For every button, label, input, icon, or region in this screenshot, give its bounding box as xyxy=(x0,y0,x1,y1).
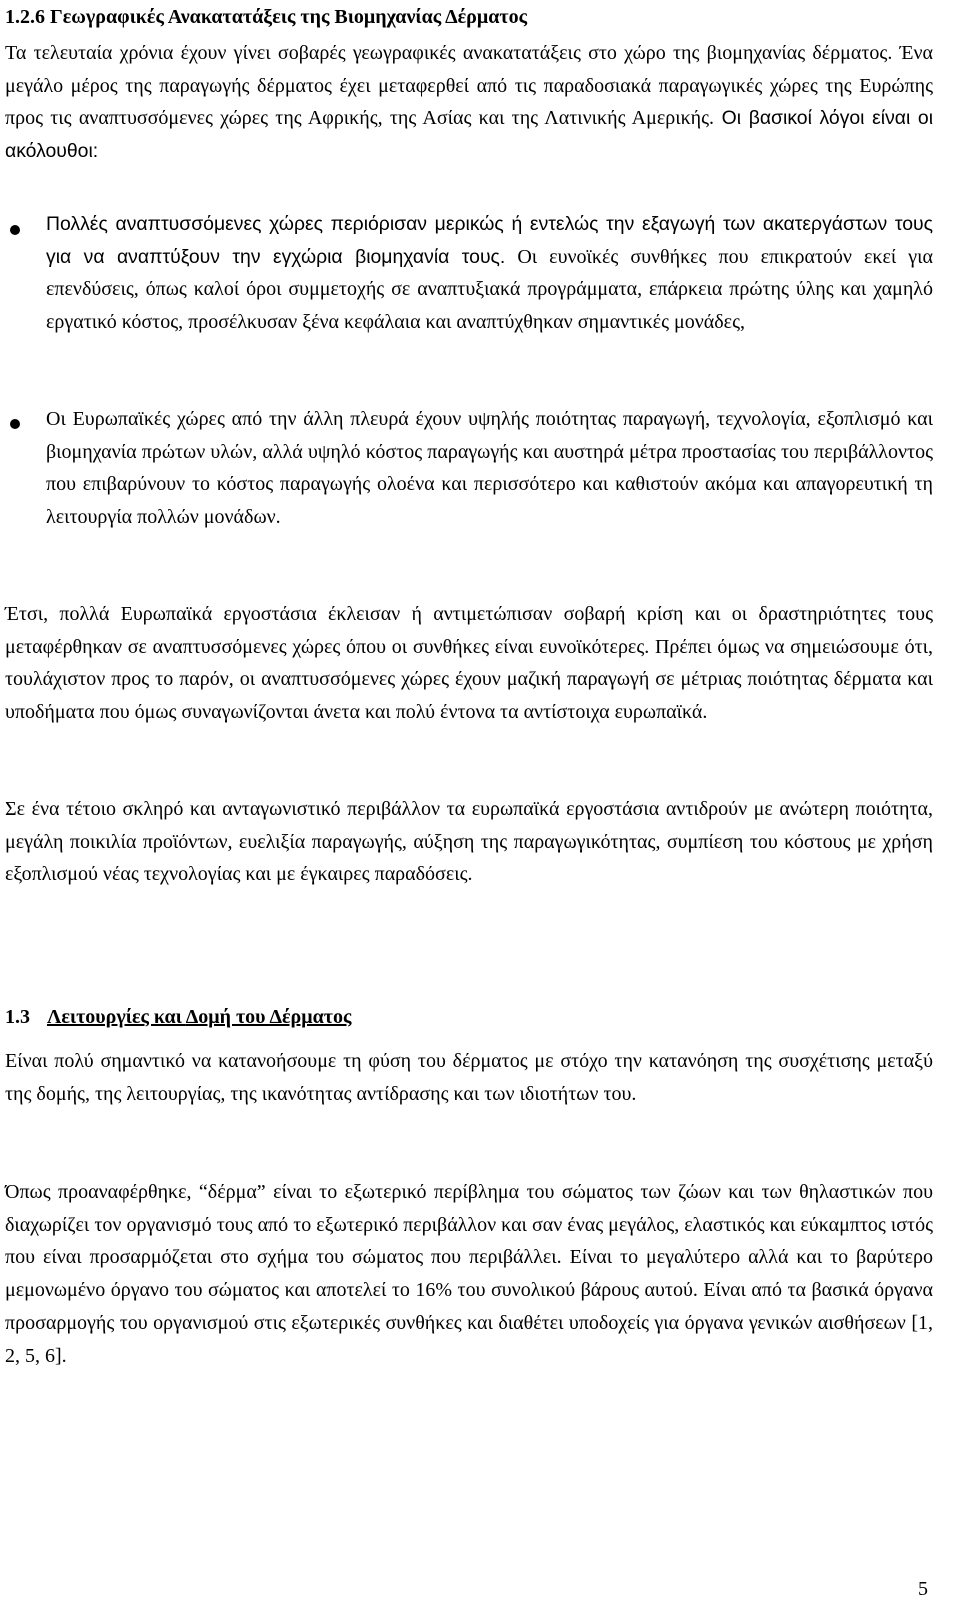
section-2-heading xyxy=(5,1002,351,1032)
paragraph-2: Έτσι, πολλά Ευρωπαϊκά εργοστάσια έκλεισαν ή αντιμετώπισαν σοβαρή κρίση και οι δραστηριότητες τους μεταφέρθηκαν σε αναπτυσσόμενες χώρες όπου οι συνθήκες είναι ευνοϊκότερες. Πρέπει όμως να σημειώσουμε ότι, τουλάχιστον προς το παρόν, οι αναπτυσσόμενες χώρες έχουν μαζική παραγωγή σε μέτριας ποιότητας δέρματα και υποδήματα που όμως συναγωνίζονται άνετα και πολύ έντονα τα αντίστοιχα ευρωπαϊκά. xyxy=(5,603,933,724)
section-2-paragraph-2: Όπως προαναφέρθηκε, “δέρμα” είναι το εξωτερικό περίβλημα του σώματος των ζώων και των θηλαστικών που διαχωρίζει τον οργανισμό τους από το εξωτερικό περιβάλλον και σαν ένας μεγάλος, ελαστικός και εύκαμπτος ιστός που είναι προσαρμόζεται στο σχήμα του σώματος που περιβάλλει. Είναι το μεγαλύτερο αλλά και το βαρύτερο μεμονωμένο όργανο του σώματος και αποτελεί το 16% του συνολικού βάρους αυτού. Είναι από τα βασικά όργανα προσαρμογής του οργανισμού στις εξωτερικές συνθήκες και διαθέτει υποδοχείς για όργανα γενικών αισθήσεων [1, 2, 5, 6]. xyxy=(5,1181,933,1367)
page-number: 5 xyxy=(918,1578,928,1600)
section-2-title-part3: Δέρματος xyxy=(269,1006,352,1028)
section-2-title-part1: Λειτουργίες και xyxy=(47,1006,186,1028)
bullet-2-text-serif: Οι Ευρωπαϊκές χώρες από την άλλη πλευρά έχουν υψηλής ποιότητας παραγωγή, τεχνολογία, εξοπλισμό και βιομηχανία πρώτων υλών, αλλά υψηλό κόστος παραγωγής και αυστηρά μέτρα προστασίας του περιβάλλοντος που επιβαρύνουν το κόστος παραγωγής ολοένα και περισσότερο και καθιστούν ακόμα και απαγορευτική τη λειτουργία πολλών μονάδων. xyxy=(46,408,933,529)
bullet-dot-icon xyxy=(10,225,20,235)
bullet-item-2 xyxy=(46,403,933,534)
bullet-1-text-serif: Οι ευνοϊκές συνθήκες που επικρατούν εκεί για επενδύσεις, όπως καλοί όροι συμμετοχής σε αναπτυξιακά προγράμματα, επάρκεια πρώτης ύλης και χαμηλό εργατικό κόστος, προσέλκυσαν ξένα κεφάλαια και αναπτύχθηκαν σημαντικές μονάδες, xyxy=(46,245,933,334)
section-2-number: 1.3 xyxy=(5,1006,30,1028)
section-2-title-part2: Δομή του xyxy=(185,1006,270,1028)
bullet-dot-icon xyxy=(10,419,20,429)
section-2-paragraph-1: Είναι πολύ σημαντικό να κατανοήσουμε τη φύση του δέρματος με στόχο την κατανόηση της συσχέτισης μεταξύ της δομής, της λειτουργίας, της ικανότητας αντίδρασης και των ιδιοτήτων του. xyxy=(5,1050,933,1105)
intro-text-sans: Οι βασικοί λόγοι είναι οι ακόλουθοι: xyxy=(5,107,934,163)
section-heading: 1.2.6 Γεωγραφικές Ανακατατάξεις της Βιομηχανίας Δέρματος xyxy=(5,6,528,28)
bullet-1-text-sans: Πολλές αναπτυσσόμενες χώρες περιόρισαν μερικώς ή εντελώς την εξαγωγή των ακατεργάστων τους για να αναπτύξουν την εγχώρια βιομηχανία τους. xyxy=(46,213,933,268)
intro-paragraph xyxy=(5,37,933,168)
paragraph-3: Σε ένα τέτοιο σκληρό και ανταγωνιστικό περιβάλλον τα ευρωπαϊκά εργοστάσια αντιδρούν με ανώτερη ποιότητα, μεγάλη ποικιλία προϊόντων, ευελιξία παραγωγής, αύξηση της παραγωγικότητας, συμπίεση του κόστους με χρήση εξοπλισμού νέας τεχνολογίας και με έγκαιρες παραδόσεις. xyxy=(5,798,933,886)
bullet-item-1 xyxy=(46,208,933,339)
intro-text-serif: Τα τελευταία χρόνια έχουν γίνει σοβαρές γεωγραφικές ανακατατάξεις στο χώρο της βιομηχανίας δέρματος. Ένα μεγάλο μέρος της παραγωγής δέρματος έχει μεταφερθεί από τις παραδοσιακά παραγωγικές χώρες της Ευρώπης προς τις αναπτυσσόμενες χώρες της Αφρικής, της Ασίας και της Λατινικής Αμερικής. xyxy=(5,42,933,130)
